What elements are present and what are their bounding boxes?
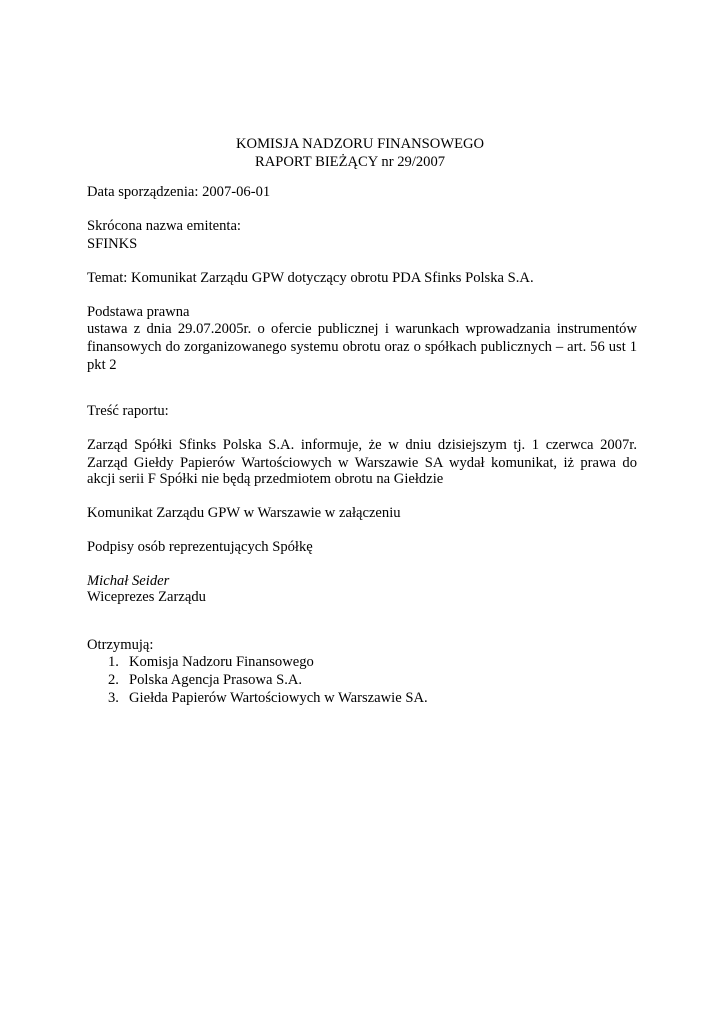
list-item xyxy=(108,689,428,707)
issuer-name: SFINKS xyxy=(87,236,138,252)
header-report-number: RAPORT BIEŻĄCY nr 29/2007 xyxy=(255,154,446,170)
list-item-text: Polska Agencja Prasowa S.A. xyxy=(129,672,303,688)
recipients-label: Otrzymują: xyxy=(87,637,154,653)
list-item-number: 1. xyxy=(108,654,119,670)
signer-title: Wiceprezes Zarządu xyxy=(87,589,206,605)
legal-basis-line-3: pkt 2 xyxy=(87,357,117,373)
signatures-label: Podpisy osób reprezentujących Spółkę xyxy=(87,539,313,555)
legal-basis-label: Podstawa prawna xyxy=(87,304,190,320)
preparation-date: Data sporządzenia: 2007-06-01 xyxy=(87,184,271,200)
list-item-number: 3. xyxy=(108,690,119,706)
attachment-note: Komunikat Zarządu GPW w Warszawie w załączeniu xyxy=(87,505,401,521)
legal-basis-line-1: ustawa z dnia 29.07.2005r. o ofercie publicznej i warunkach wprowadzania instrumentów xyxy=(87,321,637,337)
report-content-line-1: Zarząd Spółki Sfinks Polska S.A. informuje, że w dniu dzisiejszym tj. 1 czerwca 2007r. xyxy=(87,437,637,453)
report-content-line-3: akcji serii F Spółki nie będą przedmiotem obrotu na Giełdzie xyxy=(87,471,444,487)
header-authority: KOMISJA NADZORU FINANSOWEGO xyxy=(236,136,485,152)
legal-basis-line-2: finansowych do zorganizowanego systemu obrotu oraz o spółkach publicznych – art. 56 ust 1 xyxy=(87,339,637,355)
list-item-number: 2. xyxy=(108,672,119,688)
issuer-label: Skrócona nazwa emitenta: xyxy=(87,218,241,234)
signer-name: Michał Seider xyxy=(87,573,170,589)
report-content-line-2: Zarząd Giełdy Papierów Wartościowych w Warszawie SA wydał komunikat, iż prawa do xyxy=(87,455,637,471)
list-item xyxy=(108,671,428,689)
report-content-label: Treść raportu: xyxy=(87,403,169,419)
list-item-text: Komisja Nadzoru Finansowego xyxy=(129,654,314,670)
report-subject: Temat: Komunikat Zarządu GPW dotyczący obrotu PDA Sfinks Polska S.A. xyxy=(87,270,534,286)
recipients-list xyxy=(108,653,428,707)
list-item xyxy=(108,653,428,671)
list-item-text: Giełda Papierów Wartościowych w Warszawie SA. xyxy=(129,690,428,706)
